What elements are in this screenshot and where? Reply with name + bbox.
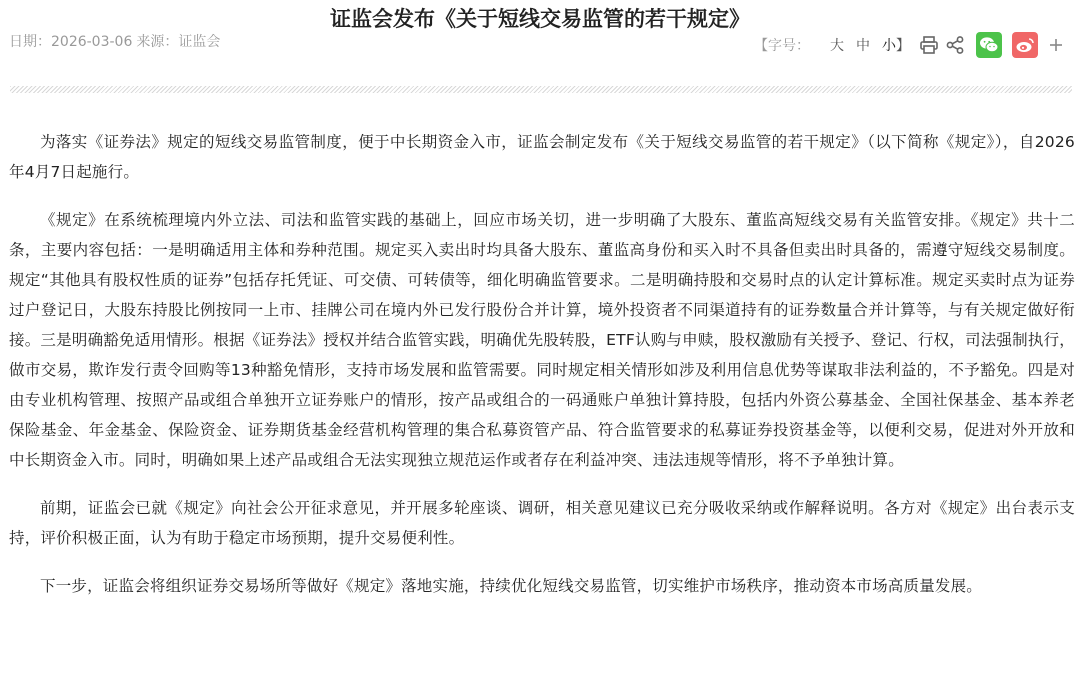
share-icon[interactable] [944,34,966,56]
title-divider [10,86,1072,93]
font-size-large-button[interactable]: 大 [830,38,844,54]
font-size-medium-button[interactable]: 中 [856,38,870,54]
font-size-bracket: 】 [896,38,910,54]
article-source: 来源：证监会 [136,34,221,50]
publish-date: 日期：2026-03-06 [9,34,133,50]
font-size-label: 【字号： [754,38,810,54]
article-body [9,127,1075,619]
print-icon[interactable] [918,34,940,56]
article-meta [9,31,224,53]
article-paragraph: 下一步，证监会将组织证券交易场所等做好《规定》落地实施，持续优化短线交易监管，切实维护市场秩序，推动资本市场高质量发展。 [40,577,983,595]
wechat-icon[interactable] [976,32,1002,58]
article-paragraph: 前期，证监会已就《规定》向社会公开征求意见，并开展多轮座谈、调研，相关意见建议已充分吸收采纳或作解释说明。各方对《规定》出台表示支持，评价积极正面，认为有助于稳定市场预期，提升交易便利性。 [9,499,1075,547]
article-title: 证监会发布《关于短线交易监管的若干规定》 [330,7,750,31]
article-paragraph: 《规定》在系统梳理境内外立法、司法和监管实践的基础上，回应市场关切，进一步明确了大股东、董监高短线交易有关监管安排。《规定》共十二条，主要内容包括：一是明确适用主体和券种范围。规定买入卖出时均具备大股东、董监高身份和买入时不具备但卖出时具备的，需遵守短线交易制度。规定“其他具有股权性质的证券”包括存托凭证、可交债、可转债等，细化明确监管要求。二是明确持股和交易时点的认定计算标准。规定买卖时点为证券过户登记日，大股东持股比例按同一上市、挂牌公司在境内外已发行股份合并计算，境外投资者不同渠道持有的证券数量合并计算等，与有关规定做好衔接。三是明确豁免适用情形。根据《证券法》授权并结合监管实践，明确优先股转股，ETF认购与申赎，股权激励有关授予、登记、行权，司法强制执行，做市交易，欺诈发行责令回购等13种豁免情形，支持市场发展和监管需要。同时规定相关情形如涉及利用信息优势等谋取非法利益的，不予豁免。四是对由专业机构管理、按照产品或组合单独开立证券账户的情形，按产品或组合的一码通账户单独计算持股，包括内外资公募基金、全国社保基金、基本养老保险基金、年金基金、保险资金、证券期货基金经营机构管理的集合私募资管产品、符合监管要求的私募证券投资基金等，以便利交易，促进对外开放和中长期资金入市。同时，明确如果上述产品或组合无法实现独立规范运作或者存在利益冲突、违法违规等情形，将不予单独计算。 [9,211,1075,469]
plus-icon[interactable] [1046,34,1066,56]
weibo-icon[interactable] [1012,32,1038,58]
article-toolbar [754,31,1066,59]
article-paragraph: 为落实《证券法》规定的短线交易监管制度，便于中长期资金入市，证监会制定发布《关于短线交易监管的若干规定》（以下简称《规定》），自2026年4月7日起施行。 [9,133,1075,181]
font-size-small-button[interactable]: 小 [882,38,896,54]
